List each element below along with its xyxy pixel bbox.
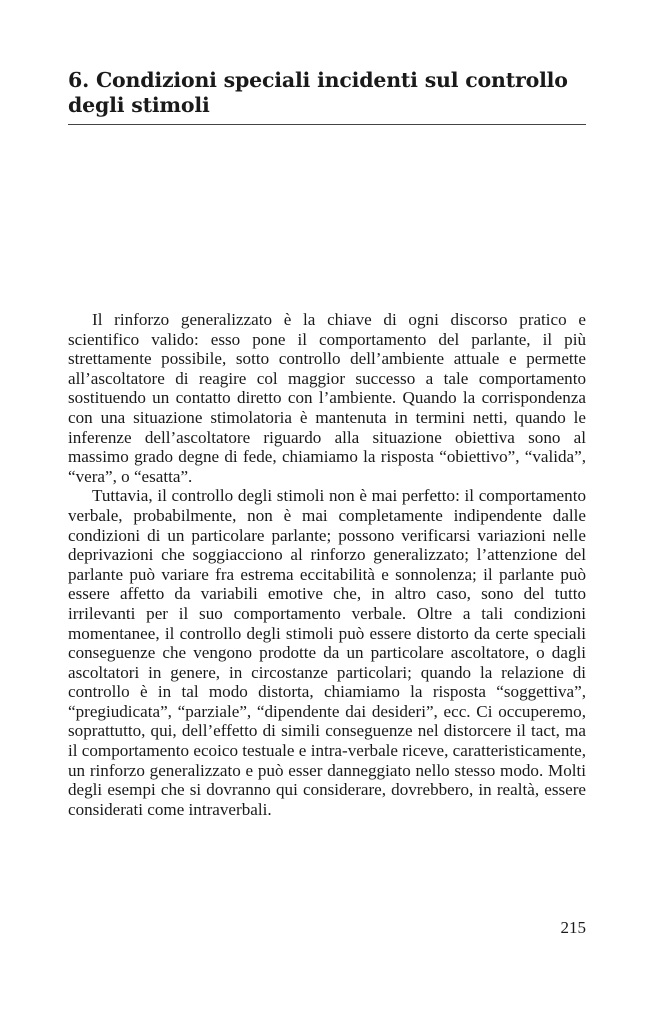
paragraph-2: Tuttavia, il controllo degli stimoli non è mai perfetto: il comportamento verbale, probabilmente, non è mai completamente indipendente dalle condizioni di un particolare parlante; possono verificarsi variazioni nelle deprivazioni che soggiacciono al rinforzo generalizzato; l’attenzione del parlante può variare fra estrema eccitabilità e sonnolenza; il parlante può essere affetto da variabili emotive che, in altro caso, sono del tutto irrilevanti per il suo comportamento verbale. Oltre a tali condizioni momentanee, il controllo degli stimoli può essere distorto da certe speciali conseguenze che vengono prodotte da un particolare ascoltatore, o dagli ascoltatori in genere, in circostanze particolari; quando la relazione di controllo è in tal modo distorta, chiamiamo la risposta “soggettiva”, “pregiudicata”, “parziale”, “dipendente dai desideri”, ecc. Ci occuperemo, soprattutto, qui, dell’effetto di simili conseguenze nel distorcere il tact, ma il comportamento ecoico testuale e intra-verbale riceve, caratteristicamente, un rinforzo generalizzato e può esser danneggiato nello stesso modo. Molti degli esempi che si dovranno qui considerare, dovrebbero, in realtà, essere considerati come intraverbali. bbox=[68, 486, 586, 819]
chapter-heading-line-2: degli stimoli bbox=[68, 93, 210, 117]
page-number: 215 bbox=[560, 918, 586, 937]
chapter-heading bbox=[68, 68, 586, 118]
paragraph-1: Il rinforzo generalizzato è la chiave di ogni discorso pratico e scientifico valido: esso pone il comportamento del parlante, il più strettamente possibile, sotto controllo dell’ambiente attuale e permette all’ascoltatore di reagire col maggior successo a tale comportamento sostituendo un contatto diretto con l’ambiente. Quando la corrispondenza con una situazione stimolatoria è mantenuta in termini netti, quando le inferenze dell’ascoltatore riguardo alla situazione obiettiva sono al massimo grado degne di fede, chiamiamo la risposta “obiettivo”, “valida”, “vera”, o “esatta”. bbox=[68, 310, 586, 486]
heading-divider bbox=[68, 124, 586, 125]
chapter-heading-line-1: 6. Condizioni speciali incidenti sul controllo bbox=[68, 68, 568, 92]
body-text bbox=[68, 310, 586, 819]
